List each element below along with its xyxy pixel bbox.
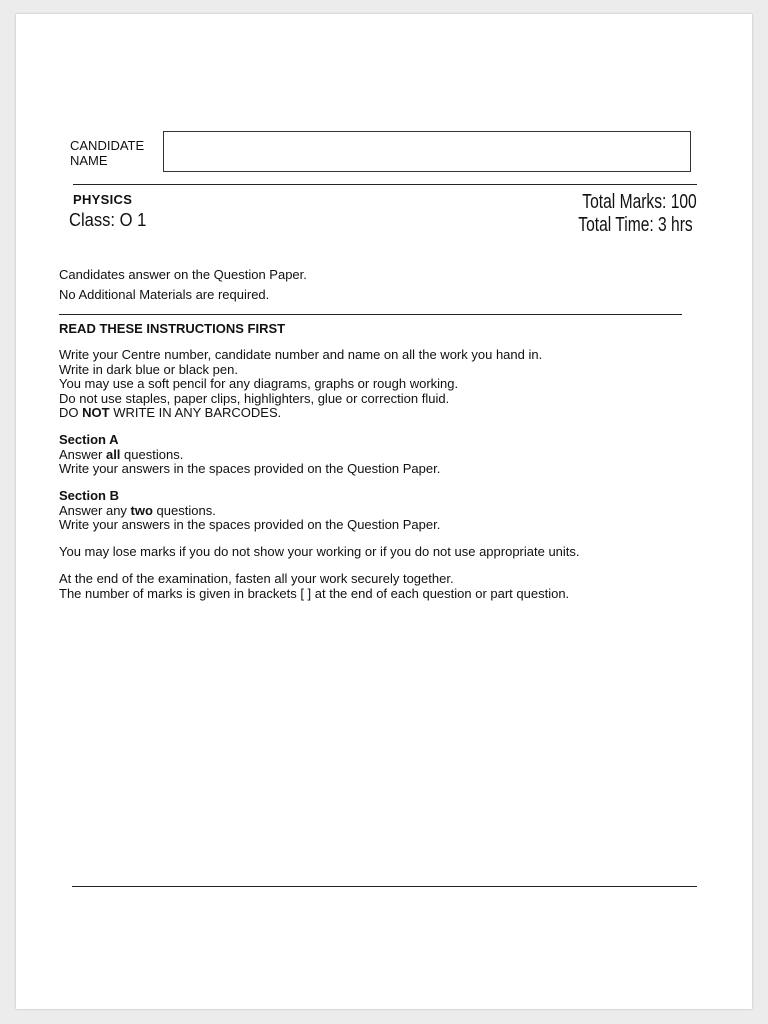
footer-divider — [72, 886, 697, 887]
candidate-name-field[interactable] — [163, 131, 691, 172]
instructions-heading: READ THESE INSTRUCTIONS FIRST — [59, 321, 286, 336]
class-label: Class: O 1 — [69, 210, 147, 230]
instruction-line: Do not use staples, paper clips, highlighters, glue or correction fluid. — [59, 390, 450, 406]
brackets-note: The number of marks is given in brackets [ ] at the end of each question or part question. — [59, 585, 570, 601]
total-time: Total Time: 3 hrs — [578, 214, 693, 236]
section-b — [59, 489, 440, 533]
exam-cover-page — [16, 14, 752, 1009]
fasten-note: At the end of the examination, fasten all your work securely together. — [59, 571, 454, 586]
candidate-label-line2: NAME — [70, 153, 108, 168]
header-divider — [73, 184, 697, 185]
section-b-write: Write your answers in the spaces provided on the Question Paper. — [59, 517, 441, 532]
section-a-emphasis: all — [105, 446, 121, 462]
subject-title: PHYSICS — [73, 192, 133, 207]
instructions-divider — [59, 314, 682, 315]
materials-line-2: No Additional Materials are required. — [59, 287, 270, 302]
barcode-emphasis: NOT — [82, 405, 110, 420]
working-note: You may lose marks if you do not show your working or if you do not use appropriate units. — [59, 544, 580, 559]
instruction-line: You may use a soft pencil for any diagrams, graphs or rough working. — [59, 376, 459, 391]
instruction-line: Write your Centre number, candidate number and name on all the work you hand in. — [59, 347, 543, 362]
closing-notes — [59, 572, 569, 601]
candidate-name-label — [70, 138, 160, 168]
materials-line-1: Candidates answer on the Question Paper. — [59, 267, 307, 282]
section-a-title: Section A — [59, 432, 119, 447]
section-b-title: Section B — [59, 488, 119, 503]
section-a-write: Write your answers in the spaces provided on the Question Paper. — [59, 461, 441, 476]
section-a-answer: Answer all questions. — [59, 446, 184, 462]
instruction-line: Write in dark blue or black pen. — [59, 361, 238, 377]
total-marks: Total Marks: 100 — [582, 191, 697, 213]
section-a — [59, 433, 440, 477]
section-b-emphasis: two — [130, 502, 153, 518]
section-b-answer: Answer any two questions. — [59, 502, 216, 518]
candidate-label-line1: CANDIDATE — [70, 138, 145, 153]
instructions-list — [59, 348, 542, 421]
barcode-instruction: DO NOT WRITE IN ANY BARCODES. — [59, 405, 282, 420]
